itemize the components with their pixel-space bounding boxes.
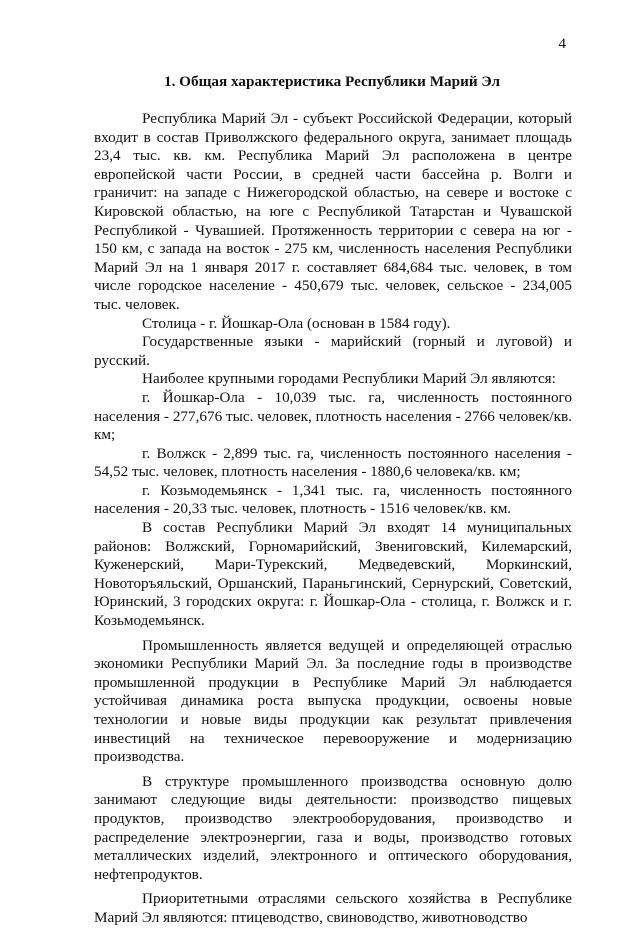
paragraph-capital: Столица - г. Йошкар-Ола (основан в 1584 году). (142, 314, 451, 332)
paragraph-agriculture: Приоритетными отраслями сельского хозяйства в Республике Марий Эл являются: птицеводство, свиноводство, животноводство (94, 890, 572, 926)
paragraph-city-volzhsk: г. Волжск - 2,899 тыс. га, численность постоянного населения - 54,52 тыс. человек, плотность населения - 1880,6 человека/кв. км; (94, 444, 572, 481)
paragraph-industry-structure: В структуре промышленного производства основную долю занимают следующие виды деятельности: производство пищевых продуктов, производство электрооборудования, производство и распределение электроэнергии, газа и воды, производство готовых металлических изделий, электронного и оптического оборудования, нефтепродуктов. (94, 772, 572, 883)
paragraph-region-overview: Республика Марий Эл - субъект Российской Федерации, который входит в состав Приволжского федерального округа, занимает площадь 23,4 тыс. кв. км. Республика Марий Эл расположена в центре европейской части России, в средней части бассейна р. Волги и граничит: на западе с Нижегородской областью, на севере и востоке с Кировской областью, на юге с Республикой Татарстан и Чувашской Республикой - Чувашией. Протяженность территории с севера на юг - 150 км, с запада на восток - 275 км, численность населения Республики Марий Эл на 1 января 2017 г. составляет 684,684 тыс. человек, в том числе городское население - 450,679 тыс. человек, сельское - 234,005 тыс. человек. (94, 110, 572, 313)
paragraph-largest-cities: Наиболее крупными городами Республики Марий Эл являются: (142, 370, 556, 388)
section-heading: 1. Общая характеристика Республики Марий Эл (163, 73, 501, 90)
document-body (94, 110, 572, 928)
paragraph-industry: Промышленность является ведущей и определяющей отраслью экономики Республики Марий Эл. За последние годы в производстве промышленной продукции в Республике Марий Эл наблюдается устойчивая динамика роста выпуска продукции, освоены новые технологии и новые виды продукции как результат привлечения инвестиций на техническое перевооружение и модернизацию производства. (94, 636, 572, 766)
paragraph-city-kozmodemyansk: г. Козьмодемьянск - 1,341 тыс. га, численность постоянного населения - 20,33 тыс. человек, плотность - 1516 человек/кв. км. (94, 481, 572, 518)
paragraph-city-yoshkar-ola: г. Йошкар-Ола - 10,039 тыс. га, численность постоянного населения - 277,676 тыс. человек, плотность населения - 2766 человек/кв. км; (94, 388, 572, 444)
paragraph-municipal-districts: В состав Республики Марий Эл входят 14 муниципальных районов: Волжский, Горномарийский, Звениговский, Килемарский, Куженерский, Мари-Турекский, Медведевский, Моркинский, Новоторъяльский, Оршанский, Параньгинский, Сернурский, Советский, Юринский, 3 городских округа: г. Йошкар-Ола - столица, г. Волжск и г. Козьмодемьянск. (94, 519, 572, 630)
paragraph-languages: Государственные языки - марийский (горный и луговой) и русский. (94, 333, 572, 369)
page-number: 4 (558, 36, 566, 52)
